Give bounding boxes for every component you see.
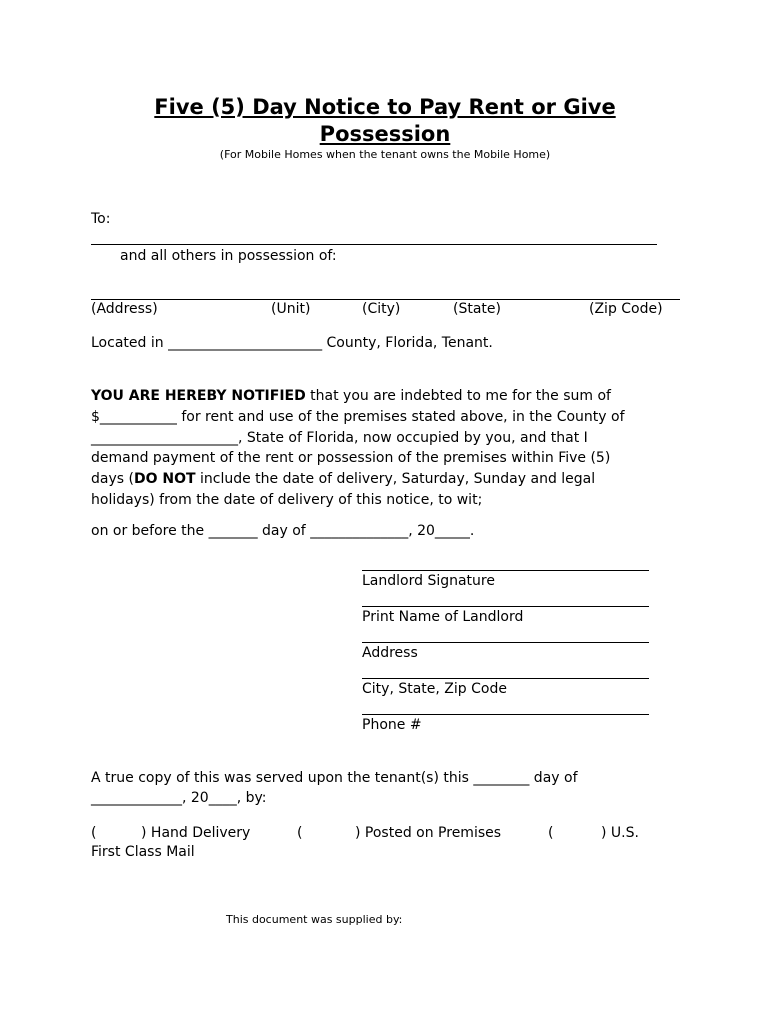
city-state-zip-label: City, State, Zip Code [362,681,507,697]
notice-line-3: _____________________, State of Florida, now occupied by you, and that I [91,429,588,446]
phone-label: Phone # [362,717,422,733]
notice-line-2: $___________ for rent and use of the premises stated above, in the County of [91,408,625,425]
first-class-mail-label: First Class Mail [91,844,195,860]
service-line-1: A true copy of this was served upon the tenant(s) this ________ day of [91,770,578,786]
notice-line-6: holidays) from the date of delivery of this notice, to wit; [91,491,483,508]
do-not-emphasis: DO NOT [133,471,196,488]
mail-open: ( [548,825,554,841]
notice-line-5 [91,469,691,490]
hand-delivery-option: ) Hand Delivery [141,825,251,841]
tenant-name-line [91,244,657,245]
state-label: (State) [453,301,501,317]
to-label: To: [91,211,111,227]
city-label: (City) [362,301,401,317]
county-blank: ______________________ [168,335,323,351]
us-mail-option: ) U.S. [601,825,639,841]
service-line-2: _____________, 20____, by: [91,790,267,806]
print-name-label: Print Name of Landlord [362,609,524,625]
notice-line-5-pre: days ( [91,471,134,488]
supplied-by-footer: This document was supplied by: [226,913,403,926]
notice-line-1-rest: that you are indebted to me for the sum of [305,388,611,404]
located-line [91,333,493,353]
notice-line-5-rest: include the date of delivery, Saturday, Sunday and legal [195,471,596,488]
notice-paragraph [91,386,691,511]
address-label: (Address) [91,301,158,317]
landlord-address-label: Address [362,645,418,661]
document-title: Five (5) Day Notice to Pay Rent or Give Possession [154,95,616,146]
others-label: and all others in possession of: [120,248,337,264]
document-subtitle: (For Mobile Homes when the tenant owns the Mobile Home) [219,148,551,161]
notice-bold-lead: YOU ARE HEREBY NOTIFIED [91,388,306,404]
deadline-line: on or before the _______ day of ______________, 20_____. [91,523,475,539]
posted-open: ( [297,825,303,841]
notice-line-1 [91,386,691,407]
hand-delivery-open: ( [91,825,97,841]
landlord-signature-label: Landlord Signature [362,573,495,589]
unit-label: (Unit) [271,301,311,317]
zip-label: (Zip Code) [589,301,663,317]
posted-on-premises-option: ) Posted on Premises [355,825,502,841]
located-suffix: County, Florida, Tenant. [326,335,493,351]
located-prefix: Located in [91,335,164,351]
notice-line-4: demand payment of the rent or possession of the premises within Five (5) [91,450,611,467]
